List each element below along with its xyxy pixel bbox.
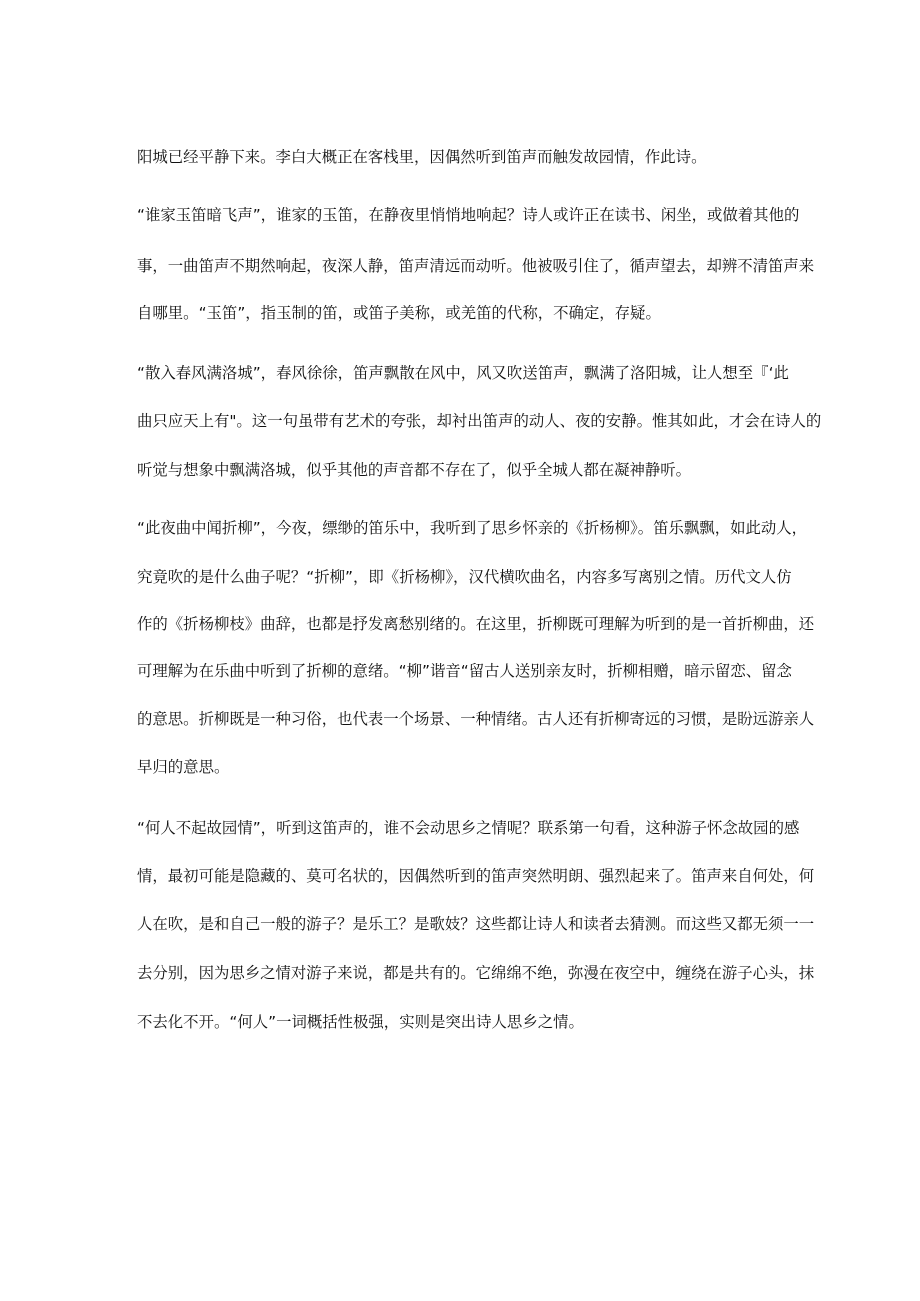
paragraph-line: 听觉与想象中飘满洛城，似乎其他的声音都不存在了，似乎全城人都在凝神静听。 <box>137 461 692 479</box>
paragraph-line: 事，一曲笛声不期然响起，夜深人静，笛声清远而动听。他被吸引住了，循声望去，却辨不清笛声来 <box>137 257 815 275</box>
paragraph-line: 究竟吹的是什么曲子呢？“折柳”，即《折杨柳》，汉代横吹曲名，内容多写离别之情。历代文人仿 <box>137 568 792 586</box>
paragraph-line: 人在吹，是和自己一般的游子？是乐工？是歌妓？这些都让诗人和读者去猜测。而这些又都无须一一 <box>137 915 815 933</box>
paragraph-line: “散入春风满洛城”，春风徐徐，笛声飘散在风中，风又吹送笛声，飘满了洛阳城，让人想至『‘此 <box>137 364 789 382</box>
paragraph-line: 早归的意思。 <box>137 758 230 776</box>
paragraph-line: “此夜曲中闻折柳”，今夜，缥缈的笛乐中，我听到了思乡怀亲的《折杨柳》。笛乐飘飘，如此动人， <box>137 519 808 537</box>
paragraph-line: 作的《折杨柳枝》曲辞，也都是抒发离愁别绪的。在这里，折柳既可理解为听到的是一首折柳曲，还 <box>137 615 815 633</box>
paragraph-line: 的意思。折柳既是一种习俗，也代表一个场景、一种情绪。古人还有折柳寄远的习惯，是盼远游亲人 <box>137 710 815 728</box>
paragraph-line: “谁家玉笛暗飞声”，谁家的玉笛，在静夜里悄悄地响起？诗人或许正在读书、闲坐，或做着其他的 <box>137 206 800 224</box>
paragraph-line: “何人不起故园情”，听到这笛声的，谁不会动思乡之情呢？联系第一句看，这种游子怀念故园的感 <box>137 819 800 837</box>
paragraph-line: 去分别，因为思乡之情对游子来说，都是共有的。它绵绵不绝，弥漫在夜空中，缠绕在游子心头，抹 <box>137 964 815 982</box>
paragraph-line: 自哪里。“玉笛”，指玉制的笛，或笛子美称，或羌笛的代称，不确定，存疑。 <box>137 304 661 322</box>
paragraph-line: 阳城已经平静下来。李白大概正在客栈里，因偶然听到笛声而触发故园情，作此诗。 <box>137 148 707 166</box>
paragraph-line: 可理解为在乐曲中听到了折柳的意绪。“柳”谐音“留古人送别亲友时，折柳相赠，暗示留恋、留念 <box>137 662 792 680</box>
paragraph-line: 不去化不开。“何人”一词概括性极强，实则是突出诗人思乡之情。 <box>137 1013 584 1031</box>
paragraph-line: 情，最初可能是隐藏的、莫可名状的，因偶然听到的笛声突然明朗、强烈起来了。笛声来自何处，何 <box>137 867 815 885</box>
paragraph-line: 曲只应天上有"。这一句虽带有艺术的夸张，却衬出笛声的动人、夜的安静。惟其如此，才会在诗人的 <box>137 412 822 430</box>
